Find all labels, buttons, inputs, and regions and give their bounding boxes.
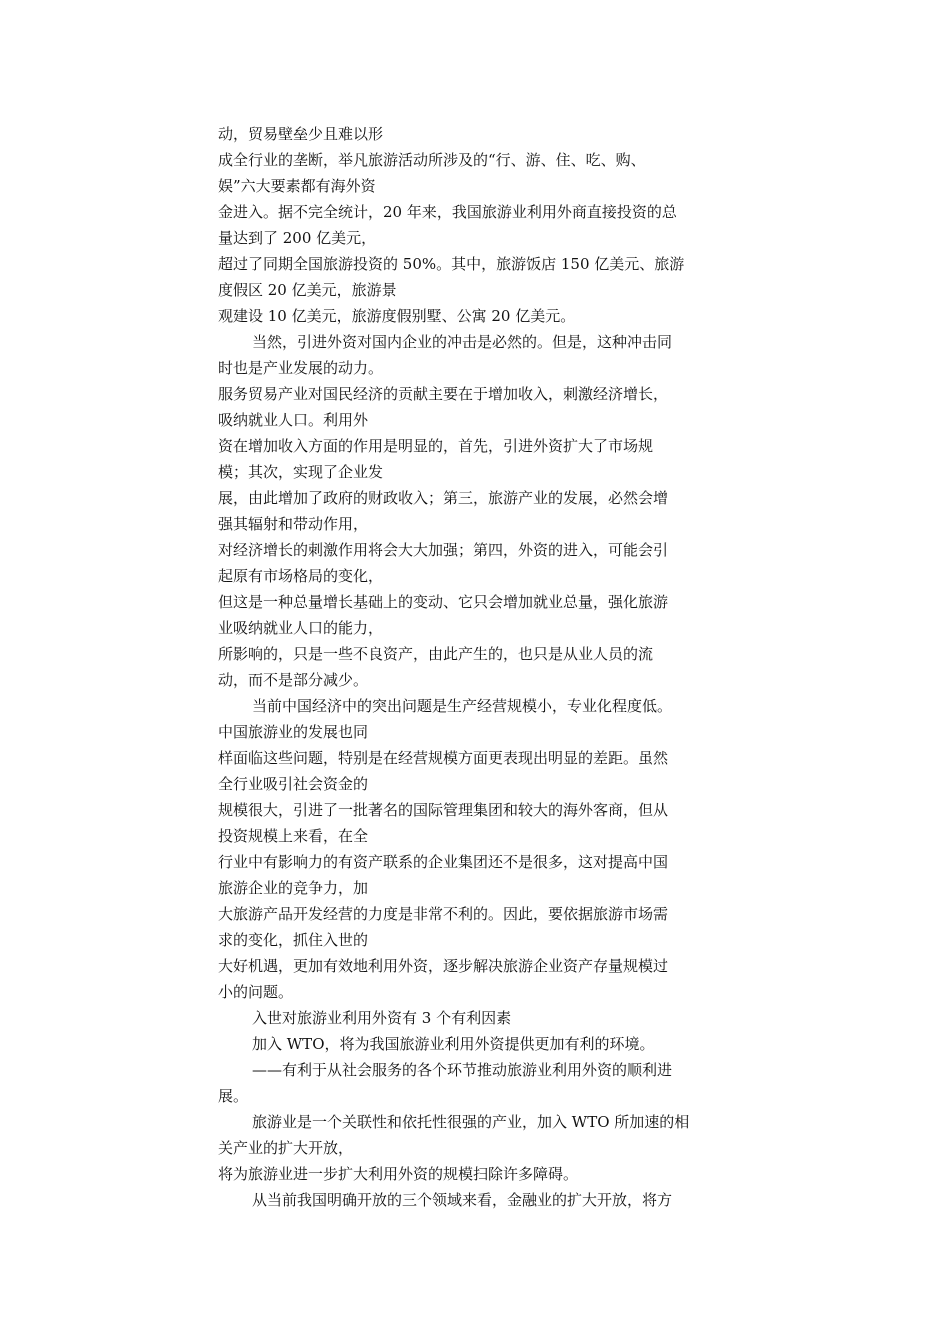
text-line: 大旅游产品开发经营的力度是非常不利的。因此，要依据旅游市场需 xyxy=(218,905,669,923)
text-line: 将为旅游业进一步扩大利用外资的规模扫除许多障碍。 xyxy=(218,1165,579,1183)
text-line: 金进入。据不完全统计，20 年来，我国旅游业利用外商直接投资的总 xyxy=(218,203,677,221)
text-line: 娱”六大要素都有海外资 xyxy=(218,177,376,195)
text-line: 强其辐射和带动作用， xyxy=(218,515,369,533)
text-line: 规模很大，引进了一批著名的国际管理集团和较大的海外客商，但从 xyxy=(218,801,669,819)
text-line: 起原有市场格局的变化， xyxy=(218,567,384,585)
text-line: 观建设 10 亿美元，旅游度假别墅、公寓 20 亿美元。 xyxy=(218,307,576,325)
text-line: 量达到了 200 亿美元， xyxy=(218,229,377,247)
text-line: 当然，引进外资对国内企业的冲击是必然的。但是，这种冲击同 xyxy=(252,333,673,351)
text-line: 入世对旅游业利用外资有 3 个有利因素 xyxy=(252,1009,512,1027)
text-line: 所影响的，只是一些不良资产，由此产生的，也只是从业人员的流 xyxy=(218,645,654,663)
body-text xyxy=(218,121,724,1213)
text-line: 时也是产业发展的动力。 xyxy=(218,359,384,377)
text-line: 求的变化，抓住入世的 xyxy=(218,931,369,949)
text-line: 从当前我国明确开放的三个领域来看，金融业的扩大开放，将方 xyxy=(252,1191,673,1209)
text-line: 样面临这些问题，特别是在经营规模方面更表现出明显的差距。虽然 xyxy=(218,749,669,767)
text-line: 大好机遇，更加有效地利用外资，逐步解决旅游企业资产存量规模过 xyxy=(218,957,669,975)
text-line: 当前中国经济中的突出问题是生产经营规模小，专业化程度低。 xyxy=(252,697,673,715)
text-line: 吸纳就业人口。利用外 xyxy=(218,411,369,429)
text-line: 但这是一种总量增长基础上的变动、它只会增加就业总量，强化旅游 xyxy=(218,593,669,611)
text-line: 业吸纳就业人口的能力， xyxy=(218,619,384,637)
text-line: 对经济增长的刺激作用将会大大加强；第四，外资的进入，可能会引 xyxy=(218,541,669,559)
text-line: 中国旅游业的发展也同 xyxy=(218,723,369,741)
text-line: 资在增加收入方面的作用是明显的，首先，引进外资扩大了市场规 xyxy=(218,437,654,455)
text-line: 全行业吸引社会资金的 xyxy=(218,775,369,793)
text-line: 成全行业的垄断，举凡旅游活动所涉及的“行、游、住、吃、购、 xyxy=(218,151,646,169)
text-line: 旅游业是一个关联性和依托性很强的产业，加入 WTO 所加速的相 xyxy=(252,1113,690,1131)
text-line: 动，贸易壁垒少且难以形 xyxy=(218,125,384,143)
text-line: 行业中有影响力的有资产联系的企业集团还不是很多，这对提高中国 xyxy=(218,853,669,871)
text-line: 度假区 20 亿美元，旅游景 xyxy=(218,281,397,299)
text-line: 展，由此增加了政府的财政收入；第三，旅游产业的发展，必然会增 xyxy=(218,489,669,507)
text-line: 服务贸易产业对国民经济的贡献主要在于增加收入，刺激经济增长， xyxy=(218,385,669,403)
text-line: 旅游企业的竞争力，加 xyxy=(218,879,369,897)
text-line: 投资规模上来看，在全 xyxy=(218,827,369,845)
text-line: 小的问题。 xyxy=(218,983,294,1001)
text-line: 动，而不是部分减少。 xyxy=(218,671,369,689)
text-line: 展。 xyxy=(218,1087,249,1105)
text-line: 关产业的扩大开放， xyxy=(218,1139,354,1157)
text-line: ——有利于从社会服务的各个环节推动旅游业利用外资的顺利进 xyxy=(252,1061,673,1079)
text-line: 加入 WTO，将为我国旅游业利用外资提供更加有利的环境。 xyxy=(252,1035,655,1053)
text-line: 模；其次，实现了企业发 xyxy=(218,463,384,481)
text-line: 超过了同期全国旅游投资的 50%。其中，旅游饭店 150 亿美元、旅游 xyxy=(218,255,685,273)
